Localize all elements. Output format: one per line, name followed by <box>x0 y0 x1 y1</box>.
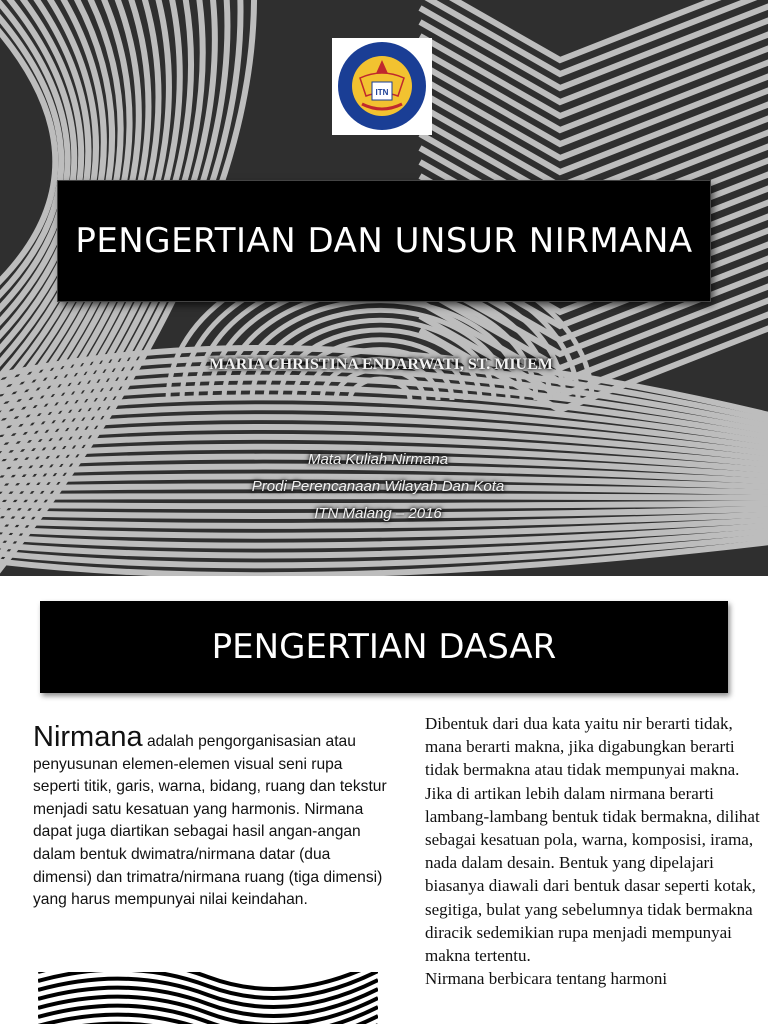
harmony-paragraph: Nirmana berbicara tentang harmoni <box>425 969 668 989</box>
title-banner <box>58 181 710 301</box>
definition-body: adalah pengorganisasian atau penyusunan elemen-elemen visual seni rupa seperti titik, garis, warna, bidang, ruang dan tekstur menjadi satu kesatuan yang harmonis. Nirmana dapat juga diartikan sebagai hasil angan-angan dalam bentuk dwimatra/nirmana datar (dua dimensi) dan trimatra/nirmana ruang (tiga dimensi) yang harus mempunyai nilai keindahan. <box>33 733 387 909</box>
zebra-stripe-image <box>38 972 378 1024</box>
definition-term: Nirmana <box>33 721 143 753</box>
etymology-paragraph: Dibentuk dari dua kata yaitu nir berarti tidak, mana berarti makna, jika digabungkan berarti tidak bermakna atau tidak mempunyai makna. Jika di artikan lebih dalam nirmana berarti lambang-lambang bentuk tidak bermakna, dilihat sebagai kesatuan pola, warna, komposisi, irama, nada dalam desain. Bentuk yang dipelajari biasanya diawali dari bentuk dasar seperti kotak, segitiga, bulat yang sebelumnya tidak bermakna diracik sedemikian rupa menjadi mempunyai makna tertentu. <box>425 714 760 966</box>
svg-text:ITN: ITN <box>375 88 389 97</box>
study-program: Prodi Perencanaan Wilayah Dan Kota <box>251 478 505 495</box>
author-name: MARIA CHRISTINA ENDARWATI, ST. MIUEM <box>209 356 553 373</box>
campus-year: ITN Malang – 2016 <box>314 505 442 522</box>
course-info <box>0 446 756 527</box>
section-heading: PENGERTIAN DASAR <box>211 627 557 667</box>
institution-logo <box>332 38 432 135</box>
etymology-text <box>425 712 768 990</box>
definition-paragraph <box>33 721 393 912</box>
itn-malang-emblem-icon <box>332 38 432 135</box>
content-slide <box>0 576 768 1024</box>
section-heading-banner <box>40 601 728 693</box>
slide-title: PENGERTIAN DAN UNSUR NIRMANA <box>75 221 693 261</box>
course-name: Mata Kuliah Nirmana <box>307 451 449 468</box>
